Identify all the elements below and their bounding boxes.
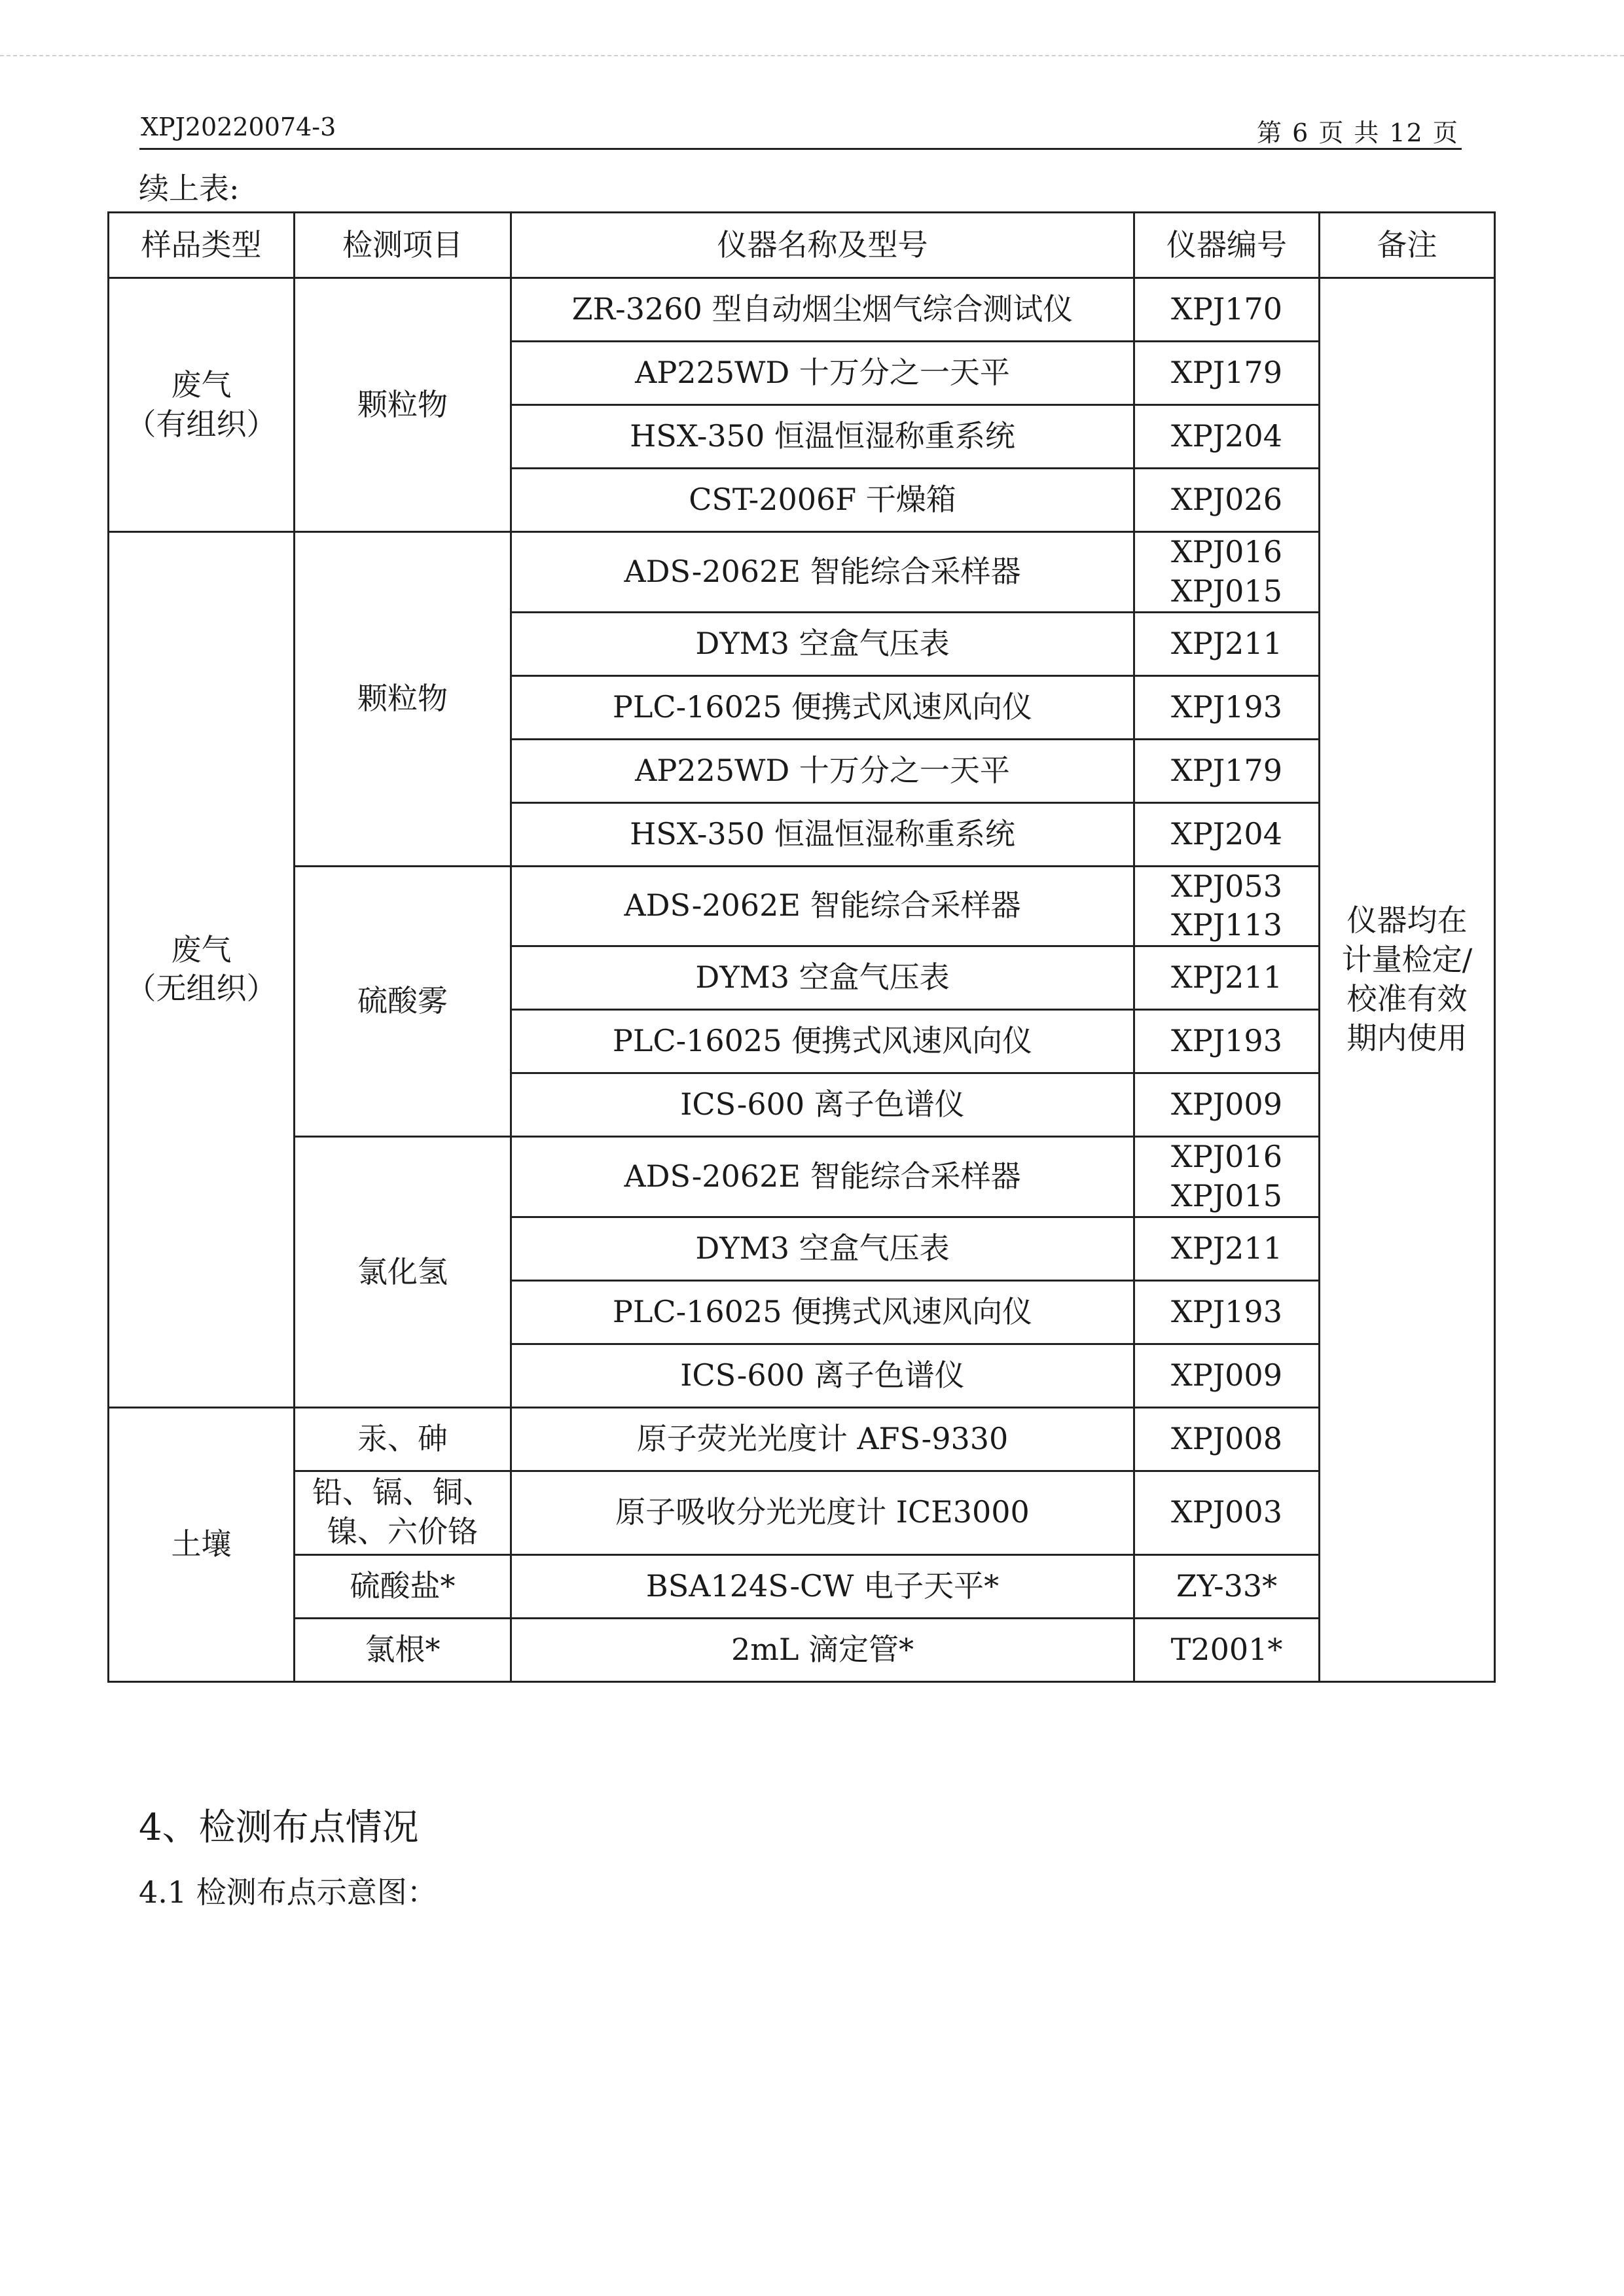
sample-type-text: （有组织） [126,406,277,442]
instrument-cell: HSX-350 恒温恒湿称重系统 [511,405,1134,469]
sample-type-cell [109,278,295,532]
instrument-no-cell [1134,532,1320,613]
section-title: 4、检测布点情况 [139,1806,419,1849]
table-row [109,1554,1495,1618]
sample-type-cell [109,532,295,1408]
test-item-cell: 硫酸盐* [295,1554,511,1618]
instrument-cell: PLC-16025 便携式风速风向仪 [511,1280,1134,1344]
scan-top-rule [0,55,1624,56]
test-item-text: 镍、六价铬 [327,1514,478,1550]
header-underline [139,148,1462,150]
instrument-no-cell: XPJ193 [1134,1280,1320,1344]
header-instrument-no: 仪器编号 [1134,213,1320,278]
table-row [109,532,1495,613]
instrument-cell: ADS-2062E 智能综合采样器 [511,532,1134,613]
instrument-cell: DYM3 空盒气压表 [511,612,1134,675]
instrument-no-cell: XPJ211 [1134,612,1320,675]
remark-text: 校准有效 [1346,980,1468,1016]
instrument-cell: AP225WD 十万分之一天平 [511,739,1134,802]
instrument-no-cell: XPJ193 [1134,1010,1320,1073]
instrument-no-cell: XPJ170 [1134,278,1320,342]
instrument-no-cell [1134,866,1320,946]
header-test-item: 检测项目 [295,213,511,278]
instrument-no-text: XPJ016 [1171,1139,1282,1175]
table-row [109,1471,1495,1554]
test-item-cell: 颗粒物 [295,532,511,867]
test-item-cell: 颗粒物 [295,278,511,532]
instrument-cell: ADS-2062E 智能综合采样器 [511,1137,1134,1217]
instrument-no-text: XPJ053 [1171,868,1282,904]
table-row [109,1618,1495,1681]
table-row [109,278,1495,342]
table-row [109,866,1495,946]
instrument-cell: AP225WD 十万分之一天平 [511,342,1134,405]
test-item-cell: 氯根* [295,1618,511,1681]
continuation-label: 续上表: [139,171,240,206]
test-item-cell: 汞、砷 [295,1407,511,1471]
table-row [109,1407,1495,1471]
instrument-cell: ICS-600 离子色谱仪 [511,1073,1134,1137]
page-indicator: 第 6 页 共 12 页 [1257,118,1459,147]
remark-text: 期内使用 [1346,1020,1468,1056]
header-instrument: 仪器名称及型号 [511,213,1134,278]
test-item-cell: 氯化氢 [295,1137,511,1408]
instrument-no-text: XPJ016 [1171,534,1282,569]
instrument-no-cell [1134,1137,1320,1217]
sample-type-cell: 土壤 [109,1407,295,1681]
instrument-table [107,211,1496,1683]
instrument-no-text: XPJ113 [1171,907,1282,943]
table-header-row [109,213,1495,278]
instrument-no-cell: XPJ003 [1134,1471,1320,1554]
section-subtitle: 4.1 检测布点示意图： [139,1874,437,1910]
instrument-cell: CST-2006F 干燥箱 [511,469,1134,532]
remark-cell [1320,278,1495,1682]
instrument-no-cell: XPJ193 [1134,675,1320,739]
instrument-no-cell: XPJ204 [1134,405,1320,469]
instrument-no-cell: XPJ009 [1134,1073,1320,1137]
sample-type-text: 废气 [171,931,232,967]
instrument-cell: ICS-600 离子色谱仪 [511,1344,1134,1407]
instrument-no-cell: XPJ204 [1134,802,1320,866]
instrument-no-cell: T2001* [1134,1618,1320,1681]
sample-type-text: 废气 [171,367,232,403]
instrument-no-text: XPJ015 [1171,1177,1282,1213]
header-remark: 备注 [1320,213,1495,278]
report-number: XPJ20220074-3 [141,113,336,141]
instrument-cell: ADS-2062E 智能综合采样器 [511,866,1134,946]
instrument-cell: 2mL 滴定管* [511,1618,1134,1681]
instrument-cell: ZR-3260 型自动烟尘烟气综合测试仪 [511,278,1134,342]
instrument-cell: DYM3 空盒气压表 [511,946,1134,1010]
instrument-cell: PLC-16025 便携式风速风向仪 [511,1010,1134,1073]
instrument-no-cell: XPJ179 [1134,342,1320,405]
table-row [109,1137,1495,1217]
sample-type-text: （无组织） [126,971,277,1007]
test-item-cell [295,1471,511,1554]
instrument-cell: PLC-16025 便携式风速风向仪 [511,675,1134,739]
instrument-cell: 原子吸收分光光度计 ICE3000 [511,1471,1134,1554]
test-item-text: 铅、镉、铜、 [312,1475,493,1511]
instrument-no-text: XPJ015 [1171,573,1282,609]
instrument-no-cell: XPJ008 [1134,1407,1320,1471]
instrument-no-cell: XPJ211 [1134,946,1320,1010]
instrument-no-cell: XPJ026 [1134,469,1320,532]
test-item-cell: 硫酸雾 [295,866,511,1137]
instrument-cell: HSX-350 恒温恒湿称重系统 [511,802,1134,866]
instrument-cell: DYM3 空盒气压表 [511,1217,1134,1280]
instrument-cell: BSA124S-CW 电子天平* [511,1554,1134,1618]
instrument-no-cell: ZY-33* [1134,1554,1320,1618]
instrument-cell: 原子荧光光度计 AFS-9330 [511,1407,1134,1471]
header-sample-type: 样品类型 [109,213,295,278]
remark-text: 计量检定/ [1341,942,1473,978]
remark-text: 仪器均在 [1346,903,1468,939]
instrument-no-cell: XPJ009 [1134,1344,1320,1407]
instrument-no-cell: XPJ211 [1134,1217,1320,1280]
instrument-no-cell: XPJ179 [1134,739,1320,802]
